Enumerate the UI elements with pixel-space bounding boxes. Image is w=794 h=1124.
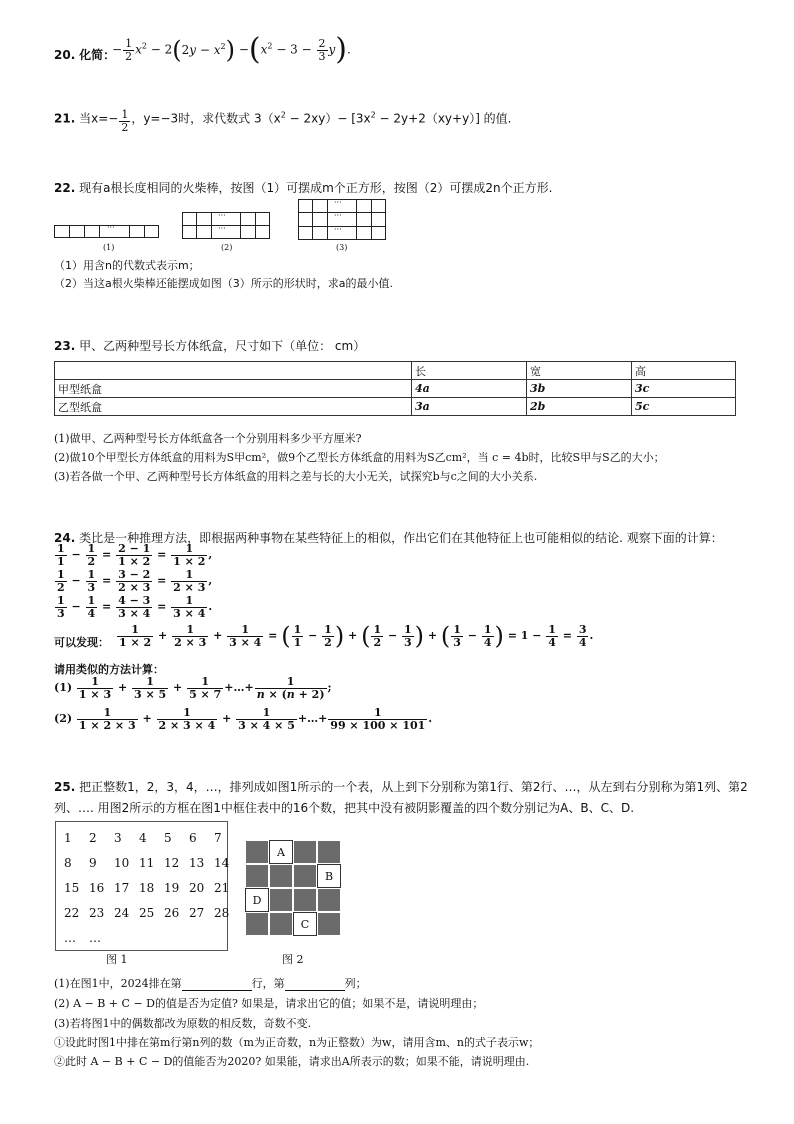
grid-number: 23 — [89, 906, 105, 920]
grid-number: 5 — [164, 831, 172, 845]
shaded-cell — [293, 864, 317, 888]
grid-number: 15 — [64, 881, 80, 895]
table-header — [55, 362, 412, 380]
q24-example-1: $\frac{1}{1}$ − $\frac{1}{2}$ = $\frac{2 - 1}{1 \times 2}$ = $\frac{1}{1 \times 2}$ , — [57, 542, 213, 568]
question-25 — [54, 778, 748, 795]
grid-number: 26 — [164, 906, 180, 920]
q20-expression: − $\frac{1}{2}$ $x^2 - 2(2y - x^2) -(x^2 - 3$ − $\frac{2}{3}$ y). — [112, 32, 351, 68]
figure-label: (2) — [221, 243, 233, 252]
grid-number — [164, 928, 189, 948]
grid-number: 21 — [214, 881, 230, 895]
question-number: 25. — [54, 780, 76, 794]
grid-number: … — [89, 931, 101, 945]
grid-number: 20 — [189, 881, 205, 895]
q21-mid2: − 2xy）− [3x — [285, 111, 371, 126]
q22-figure-2 — [182, 212, 272, 240]
shaded-cell — [245, 840, 269, 864]
figure-2-caption: 图 2 — [282, 953, 304, 966]
grid-number: 2 — [89, 831, 97, 845]
figure-label: (1) — [103, 243, 115, 252]
grid-number: 17 — [114, 881, 130, 895]
grid-number: … — [64, 931, 76, 945]
grid-number: 28 — [214, 906, 230, 920]
q25-sub3a: ①设此时图1中排在第m行第n列的数（m为正奇数，n为正整数）为w，请用含m、n的式子表示w； — [54, 1036, 540, 1049]
shaded-cell — [269, 912, 293, 936]
grid-number: 12 — [164, 856, 180, 870]
unshaded-cell: B — [317, 864, 341, 888]
table-row — [55, 380, 736, 398]
answer-blank — [182, 977, 252, 991]
q25-sub3: (3)若将图1中的偶数都改为原数的相反数，奇数不变. — [54, 1017, 312, 1030]
q21-lead: 当x=− — [79, 111, 119, 126]
q25-text-line1: 把正整数1，2，3，4，…，排列成如图1所示的一个表，从上到下分别称为第1行、第2行、…，从左到右分别称为第1列、第2 — [79, 780, 748, 794]
q24-use: 请用类似的方法计算： — [54, 663, 164, 676]
grid-number: 6 — [189, 831, 197, 845]
shaded-cell — [317, 888, 341, 912]
table-cell: 3b — [527, 380, 632, 398]
q23-text: 甲、乙两种型号长方体纸盒，尺寸如下（单位： cm） — [79, 339, 366, 353]
q23-sub2: (2)做10个甲型长方体纸盒的用料为S甲cm²，做9个乙型长方体纸盒的用料为S乙cm²，当 c = 4b时，比较S甲与S乙的大小； — [54, 451, 665, 464]
q22-figure-1 — [54, 225, 164, 239]
table-row — [55, 398, 736, 416]
shaded-cell — [245, 864, 269, 888]
grid-number: 13 — [189, 856, 205, 870]
grid-number: 8 — [64, 856, 72, 870]
shaded-cell — [317, 912, 341, 936]
q23-table — [54, 361, 736, 416]
q23-sub1: (1)做甲、乙两种型号长方体纸盒各一个分别用料多少平方厘米? — [54, 432, 362, 445]
figure-1-caption: 图 1 — [106, 953, 128, 966]
grid-number — [189, 928, 214, 948]
q24-example-3: $\frac{1}{3}$ − $\frac{1}{4}$ = $\frac{4 - 3}{3 \times 4}$ = $\frac{1}{3 \times 4}$ . — [57, 594, 213, 620]
table-cell: 乙型纸盒 — [55, 398, 412, 416]
part-label: (1) — [54, 681, 73, 695]
q24-part-2: (2) $\frac{1}{1 \times 2 \times 3}$ + $\frac{1}{2 \times 3 \times 4}$ + $\frac{1}{3 \times 4 \times 5}$ +…+ $\frac{1}{99 \times 100 \times 101}$ . — [54, 706, 433, 732]
q25-sub3b: ②此时 A − B + C − D的值能否为2020? 如果能，请求出A所表示的数；如果不能，请说明理由. — [54, 1055, 530, 1068]
fraction-denominator: 2 — [121, 120, 129, 134]
grid-number — [139, 928, 164, 948]
table-cell: 4a — [412, 380, 527, 398]
table-header: 宽 — [527, 362, 632, 380]
figure-2-box — [245, 840, 345, 935]
ellipsis: ··· — [107, 223, 115, 232]
ellipsis: ··· — [334, 198, 342, 207]
grid-number: 24 — [114, 906, 130, 920]
grid-number: 22 — [64, 906, 80, 920]
question-number: 20. — [54, 48, 76, 62]
q22-figure-3 — [298, 199, 388, 241]
q23-sub3: (3)若各做一个甲、乙两种型号长方体纸盒的用料之差与长的大小无关，试探究b与c之间的大小关系. — [54, 470, 538, 483]
q25-sub1 — [54, 975, 367, 991]
figure-2-grid — [245, 840, 341, 936]
q21-tail: − 2y+2（xy+y）] 的值. — [375, 111, 512, 126]
shaded-cell — [317, 840, 341, 864]
q22-sub1: （1）用含n的代数式表示m； — [54, 259, 200, 272]
table-cell: 3a — [412, 398, 527, 416]
question-20 — [54, 46, 115, 63]
q24-part-1: (1) $\frac{1}{1 \times 3}$ + $\frac{1}{3 \times 5}$ + $\frac{1}{5 \times 7}$ +…+ $\frac{1}{n \times (n + 2)}$ ; — [54, 675, 332, 701]
answer-blank — [285, 977, 345, 991]
q21-mid: ，y=−3时，求代数式 3（x — [131, 111, 281, 126]
unshaded-cell: C — [293, 912, 317, 936]
ellipsis: ··· — [334, 225, 342, 234]
table-cell: 5c — [632, 398, 736, 416]
grid-number: 18 — [139, 881, 155, 895]
ellipsis: +…+ — [224, 681, 254, 695]
grid-number: 4 — [139, 831, 147, 845]
grid-number — [214, 928, 239, 948]
grid-number: 27 — [189, 906, 205, 920]
question-lead: 化简： — [79, 48, 116, 62]
ellipsis: ··· — [218, 224, 226, 233]
grid-number: 7 — [214, 831, 222, 845]
q25-sub1-c: 列； — [344, 977, 367, 990]
question-number: 24. — [54, 531, 76, 545]
shaded-cell — [269, 888, 293, 912]
table-cell: 2b — [527, 398, 632, 416]
exponent: 2 — [370, 110, 376, 120]
shaded-cell — [293, 888, 317, 912]
grid-number: 16 — [89, 881, 105, 895]
exponent: 2 — [280, 110, 286, 120]
figure-label: (3) — [336, 243, 348, 252]
grid-number: 10 — [114, 856, 130, 870]
ellipsis: +…+ — [297, 712, 328, 726]
table-header: 长 — [412, 362, 527, 380]
q24-example-2: $\frac{1}{2}$ − $\frac{1}{3}$ = $\frac{3 - 2}{2 \times 3}$ = $\frac{1}{2 \times 3}$ , — [57, 568, 213, 594]
grid-number: 19 — [164, 881, 180, 895]
grid-number: 1 — [64, 831, 72, 845]
unshaded-cell: D — [245, 888, 269, 912]
ellipsis: ··· — [334, 211, 342, 220]
fraction-numerator: 1 — [121, 108, 129, 121]
grid-number: 25 — [139, 906, 155, 920]
q25-sub1-b: 行，第 — [251, 977, 285, 990]
figure-1-table — [55, 821, 228, 951]
table-header-row — [55, 362, 736, 380]
unshaded-cell: A — [269, 840, 293, 864]
ellipsis: ··· — [218, 211, 226, 220]
q24-text: 类比是一种推理方法，即根据两种事物在某些特征上的相似，作出它们在其他特征上也可能相似的结论. 观察下面的计算： — [79, 531, 723, 545]
q22-text: 现有a根长度相同的火柴棒，按图（1）可摆成m个正方形，按图（2）可摆成2n个正方形. — [79, 181, 553, 195]
table-cell: 3c — [632, 380, 736, 398]
table-header: 高 — [632, 362, 736, 380]
question-number: 23. — [54, 339, 76, 353]
question-22 — [54, 179, 552, 196]
question-number: 22. — [54, 181, 76, 195]
table-cell: 甲型纸盒 — [55, 380, 412, 398]
grid-number — [114, 928, 139, 948]
grid-number: 11 — [139, 856, 155, 870]
shaded-cell — [245, 912, 269, 936]
grid-number: 3 — [114, 831, 122, 845]
shaded-cell — [293, 840, 317, 864]
grid-number: 9 — [89, 856, 97, 870]
q25-sub2: (2) A − B + C − D的值是否为定值? 如果是，请求出它的值；如果不是，请说明理由； — [54, 997, 484, 1010]
shaded-cell — [269, 864, 293, 888]
q24-discovery-equation: $\frac{1}{1 \times 2}$ + $\frac{1}{2 \times 3}$ + $\frac{1}{3 \times 4}$ = ( $\frac{1}{1}$ − $\frac{1}{2}$ ) + ( $\frac{1}{2}$ − $\frac{1}{3}$ ) + ( $\frac{1}{3}$ − $\frac{1}{4}$ ) = 1 − $\frac{1}{4}$ = $\frac{3}{4}$ . — [119, 622, 594, 651]
q22-sub2: （2）当这a根火柴棒还能摆成如图（3）所示的形状时，求a的最小值. — [54, 277, 393, 290]
part-label: (2) — [54, 712, 73, 726]
q25-sub1-a: (1)在图1中，2024排在第 — [54, 977, 182, 990]
q25-text-line2: 列、…. 用图2所示的方框在图1中框住表中的16个数，把其中没有被阴影覆盖的四个数分别记为A、B、C、D. — [54, 801, 635, 815]
question-23 — [54, 337, 365, 354]
grid-number: 14 — [214, 856, 230, 870]
q24-discover: 可以发现： — [54, 636, 109, 649]
question-number: 21. — [54, 111, 76, 126]
question-21 — [54, 109, 512, 133]
figure-1-grid — [64, 828, 239, 948]
